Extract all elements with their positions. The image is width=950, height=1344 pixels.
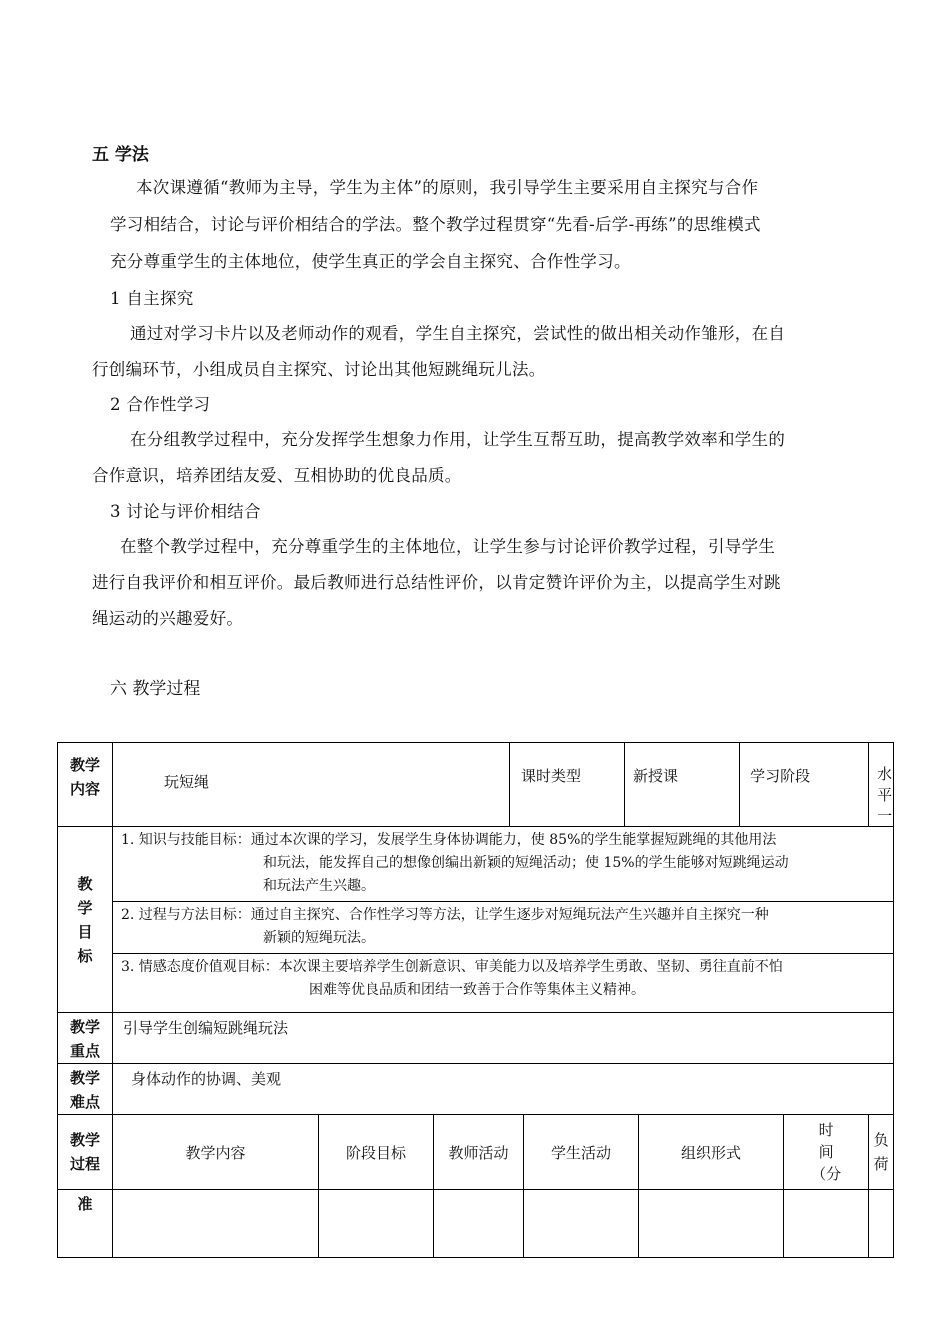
item1-line-1: 通过对学习卡片以及老师动作的观看，学生自主探究，尝试性的做出相关动作雏形，在自 [130, 324, 786, 343]
header-load-cell [869, 1115, 894, 1190]
prep-goal-cell [319, 1190, 434, 1258]
stage-label: 学习阶段 [750, 767, 811, 785]
content-label-1: 教学 [69, 756, 100, 774]
table-row-difficulty [58, 1064, 894, 1115]
goals-label-1: 教 [77, 874, 93, 893]
header-time-cell [784, 1115, 869, 1190]
goal-1-line-1: 1. 知识与技能目标：通过本次课的学习，发展学生身体协调能力，使 85%的学生能掌握短跳绳的其他用法 [121, 832, 777, 848]
intro-line-1: 本次课遵循“教师为主导，学生为主体”的原则，我引导学生主要采用自主探究与合作 [136, 178, 759, 197]
table-row-key-point [58, 1013, 894, 1064]
content-value: 玩短绳 [164, 773, 210, 791]
goal-2-line-1: 2. 过程与方法目标：通过自主探究、合作性学习等方法，让学生逐步对短绳玩法产生兴趣并自主探究一种 [121, 907, 769, 923]
item3-line-1: 在整个教学过程中，充分尊重学生的主体地位，让学生参与讨论评价教学过程，引导学生 [120, 537, 776, 556]
header-load-1: 负 [873, 1131, 889, 1149]
section-heading-teaching-process: 六 教学过程 [110, 679, 201, 699]
key-value: 引导学生创编短跳绳玩法 [123, 1019, 289, 1037]
content-label-2: 内容 [69, 780, 100, 798]
lesson-type-value: 新授课 [633, 767, 679, 785]
process-label-1: 教学 [69, 1131, 100, 1149]
header-load-2: 荷 [873, 1155, 889, 1173]
difficulty-label-1: 教学 [69, 1069, 100, 1087]
lesson-type-label: 课时类型 [521, 767, 582, 785]
header-time-2: 间 [818, 1143, 834, 1161]
key-label-1: 教学 [69, 1018, 100, 1036]
stage-value-cell [869, 743, 894, 827]
header-organization: 组织形式 [639, 1115, 784, 1190]
item2-line-2: 合作意识，培养团结友爱、互相协助的优良品质。 [92, 466, 462, 485]
lesson-plan-table [57, 742, 894, 1258]
intro-line-2: 学习相结合，讨论与评价相结合的学法。整个教学过程贯穿“先看-后学-再练”的思维模式 [110, 215, 761, 234]
difficulty-label-cell [58, 1064, 113, 1115]
goal-2-cell [113, 902, 894, 954]
key-value-cell [113, 1013, 894, 1064]
lesson-type-value-cell [625, 743, 740, 827]
subheading-self-exploration: 1 自主探究 [110, 289, 194, 308]
item2-line-1: 在分组教学过程中，充分发挥学生想象力作用，让学生互帮互助，提高教学效率和学生的 [130, 430, 786, 449]
content-value-cell [113, 743, 510, 827]
goal-2-line-2: 新颖的短绳玩法。 [263, 930, 375, 946]
header-student-activity: 学生活动 [524, 1115, 639, 1190]
stage-value: 水平一 [877, 765, 893, 825]
key-label-2: 重点 [69, 1042, 100, 1060]
table-row-process-headers [58, 1115, 894, 1190]
difficulty-value: 身体动作的协调、美观 [131, 1070, 282, 1088]
goal-3-line-1: 3. 情感态度价值观目标：本次课主要培养学生创新意识、审美能力以及培养学生勇敢、坚韧、勇往直前不怕 [121, 959, 783, 975]
prep-teacher-cell [434, 1190, 524, 1258]
item3-line-2: 进行自我评价和相互评价。最后教师进行总结性评价，以肯定赞许评价为主，以提高学生对跳 [92, 573, 781, 592]
table-row-goal-2 [58, 902, 894, 954]
prep-label: 准 [77, 1195, 93, 1213]
intro-line-3: 充分尊重学生的主体地位，使学生真正的学会自主探究、合作性学习。 [110, 252, 631, 271]
prep-organization-cell [639, 1190, 784, 1258]
difficulty-value-cell [113, 1064, 894, 1115]
process-label-2: 过程 [69, 1155, 100, 1173]
goal-3-cell [113, 954, 894, 1013]
lesson-type-label-cell [510, 743, 625, 827]
subheading-cooperative-learning: 2 合作性学习 [110, 395, 211, 414]
subheading-discussion-evaluation: 3 讨论与评价相结合 [110, 502, 261, 521]
goal-1-line-2: 和玩法，能发挥自己的想像创编出新颖的短绳活动；使 15%的学生能够对短跳绳运动 [263, 855, 789, 871]
item3-line-3: 绳运动的兴趣爱好。 [92, 609, 244, 628]
prep-time-cell [784, 1190, 869, 1258]
header-time-3: （分 [811, 1165, 842, 1183]
goal-1-cell [113, 827, 894, 902]
table-row-goal-1 [58, 827, 894, 902]
goal-3-line-2: 困难等优良品质和团结一致善于合作等集体主义精神。 [309, 982, 645, 998]
goals-label-cell [58, 827, 113, 1013]
table-row-preparation [58, 1190, 894, 1258]
goals-label-4: 标 [77, 946, 93, 965]
stage-label-cell [740, 743, 869, 827]
item1-line-2: 行创编环节，小组成员自主探究、讨论出其他短跳绳玩儿法。 [92, 360, 546, 379]
section-heading-study-methods: 五 学法 [92, 145, 149, 165]
header-stage-goal: 阶段目标 [319, 1115, 434, 1190]
table-row-content [58, 743, 894, 827]
content-label-cell [58, 743, 113, 827]
prep-load-cell [869, 1190, 894, 1258]
prep-student-cell [524, 1190, 639, 1258]
process-label-cell [58, 1115, 113, 1190]
prep-content-cell [113, 1190, 319, 1258]
prep-label-cell [58, 1190, 113, 1258]
goals-label-3: 目 [77, 922, 93, 941]
difficulty-label-2: 难点 [69, 1093, 100, 1111]
table-row-goal-3 [58, 954, 894, 1013]
header-teaching-content: 教学内容 [113, 1115, 319, 1190]
goal-1-line-3: 和玩法产生兴趣。 [263, 878, 375, 894]
header-time-1: 时 [818, 1121, 834, 1139]
goals-label-2: 学 [77, 898, 93, 917]
header-teacher-activity: 教师活动 [434, 1115, 524, 1190]
key-label-cell [58, 1013, 113, 1064]
